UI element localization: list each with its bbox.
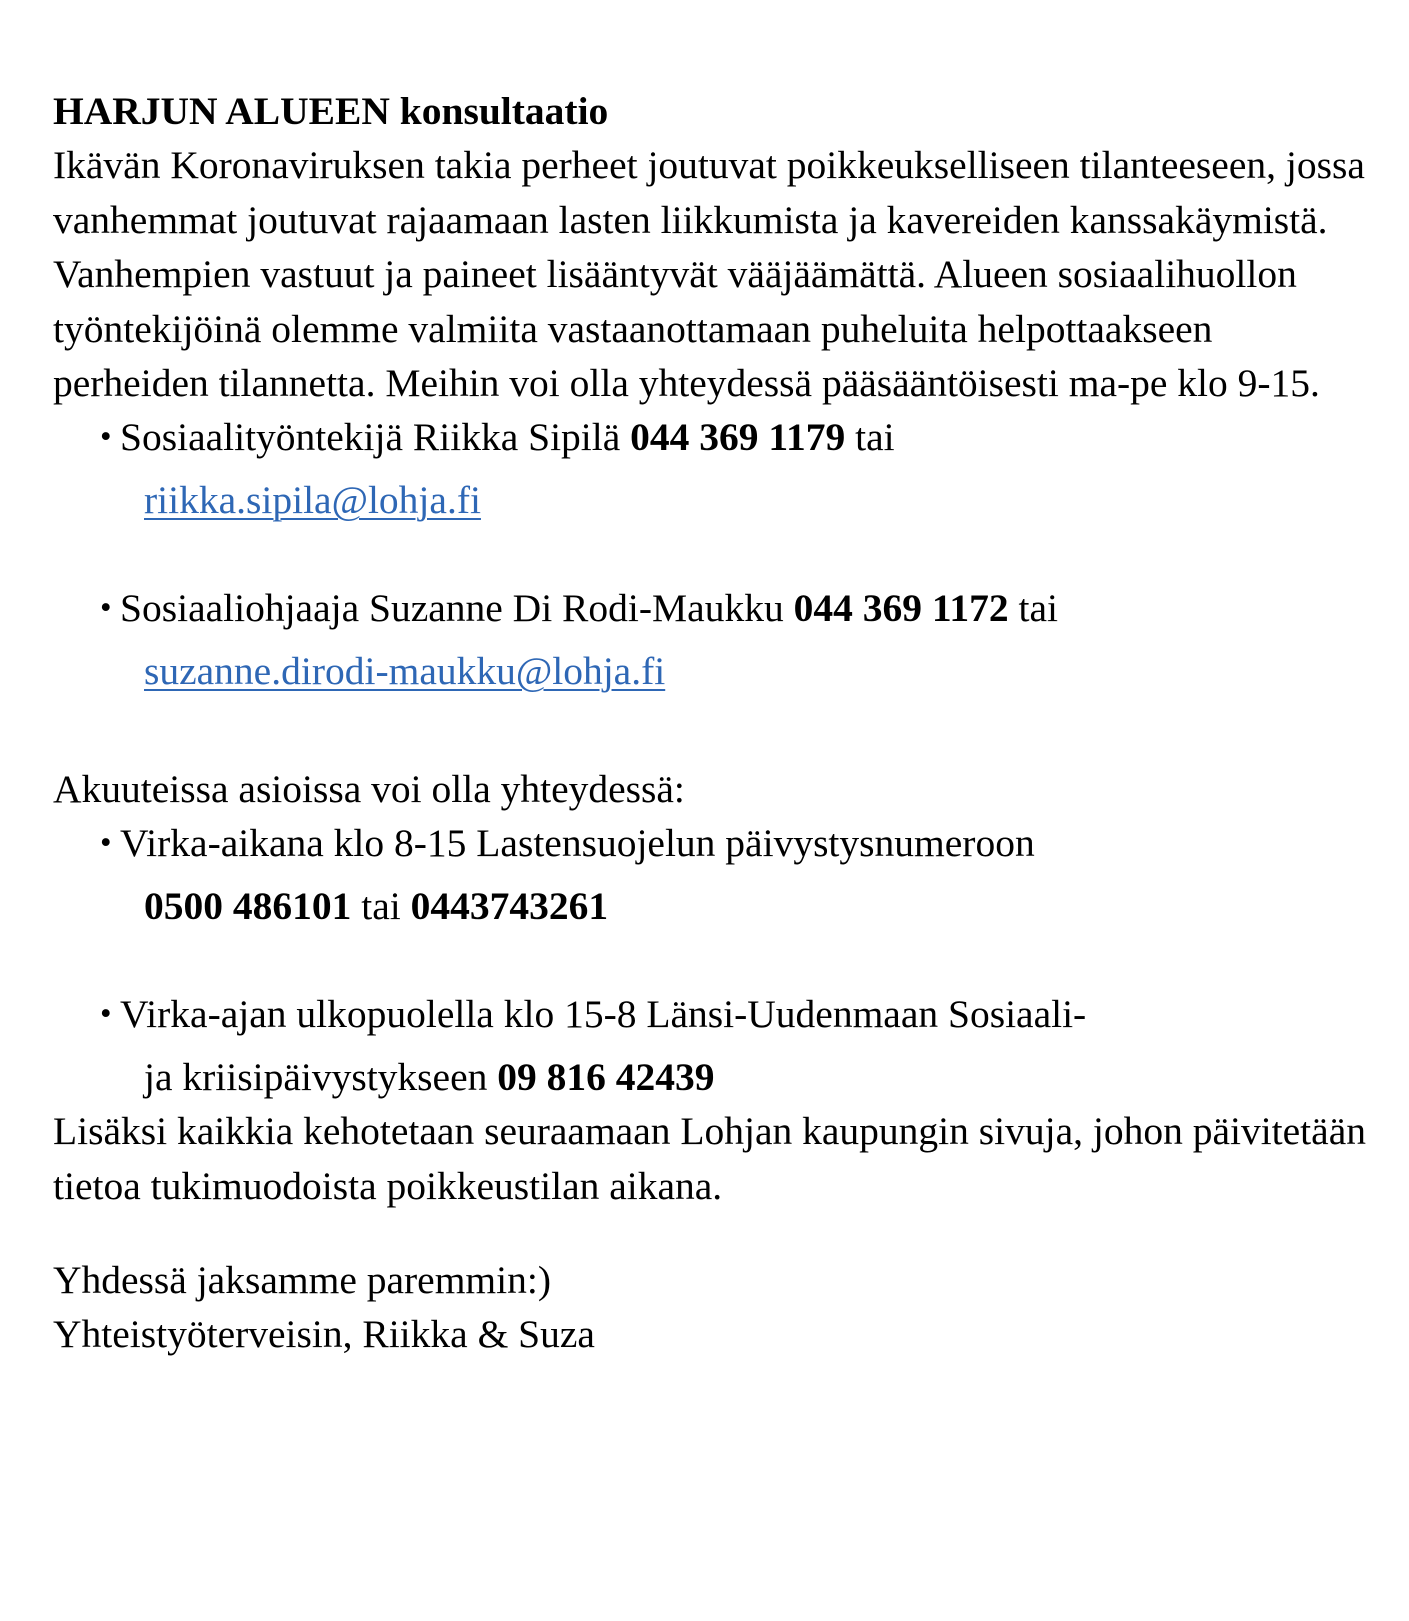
contact-item-suzanne bbox=[53, 581, 1373, 698]
urgent-or: tai bbox=[361, 883, 401, 928]
contact-or: tai bbox=[855, 415, 895, 460]
signoff-line-2: Yhteistyöterveisin, Riikka & Suza bbox=[53, 1312, 595, 1357]
document bbox=[53, 84, 1373, 1362]
contact-role-name: Sosiaalityöntekijä Riikka Sipilä bbox=[120, 415, 621, 460]
contact-role-name: Sosiaaliohjaaja Suzanne Di Rodi-Maukku bbox=[120, 586, 784, 631]
urgent-item-after-hours bbox=[53, 987, 1373, 1104]
urgent-text: Virka-ajan ulkopuolella klo 15-8 Länsi-Uudenmaan Sosiaali- bbox=[120, 992, 1087, 1037]
intro-paragraph: Ikävän Koronaviruksen takia perheet joutuvat poikkeukselliseen tilanteeseen, jossa vanhemmat joutuvat rajaamaan lasten liikkumista ja kavereiden kanssakäymistä. Vanhempien vastuut ja paineet lisääntyvät vääjäämättä. Alueen sosiaalihuollon työntekijöinä olemme valmiita vastaanottamaan puheluita helpottaakseen perheiden tilannetta. Meihin voi olla yhteydessä pääsääntöisesti ma-pe klo 9-15. bbox=[53, 143, 1365, 406]
urgent-heading: Akuuteissa asioissa voi olla yhteydessä: bbox=[53, 767, 685, 812]
email-link-suzanne[interactable]: suzanne.dirodi-maukku@lohja.fi bbox=[144, 648, 666, 693]
contact-or: tai bbox=[1018, 586, 1059, 631]
signoff-line-1: Yhdessä jaksamme paremmin:) bbox=[53, 1257, 551, 1302]
spacer bbox=[53, 698, 1373, 762]
email-link-riikka[interactable]: riikka.sipila@lohja.fi bbox=[144, 477, 481, 522]
contact-item-riikka bbox=[53, 410, 1373, 527]
spacer bbox=[53, 1213, 1373, 1253]
spacer bbox=[53, 933, 1373, 987]
contact-list bbox=[53, 410, 1373, 527]
contact-phone: 044 369 1179 bbox=[630, 415, 846, 460]
closing-paragraph: Lisäksi kaikkia kehotetaan seuraamaan Lohjan kaupungin sivuja, johon päivitetään tietoa tukimuodoista poikkeustilan aikana. bbox=[53, 1109, 1366, 1208]
contact-list-2 bbox=[53, 581, 1373, 698]
spacer bbox=[53, 527, 1373, 581]
urgent-phone-1: 0500 486101 bbox=[144, 883, 352, 928]
urgent-item-office-hours bbox=[53, 816, 1373, 933]
urgent-phone-2: 0443743261 bbox=[410, 883, 609, 928]
contact-phone: 044 369 1172 bbox=[793, 586, 1009, 631]
urgent-list bbox=[53, 816, 1373, 933]
document-title: HARJUN ALUEEN konsultaatio bbox=[53, 89, 609, 133]
urgent-list-2 bbox=[53, 987, 1373, 1104]
urgent-text: Virka-aikana klo 8-15 Lastensuojelun päivystysnumeroon bbox=[120, 821, 1035, 866]
urgent-text-2: ja kriisipäivystykseen bbox=[144, 1054, 488, 1099]
urgent-phone: 09 816 42439 bbox=[497, 1054, 715, 1099]
